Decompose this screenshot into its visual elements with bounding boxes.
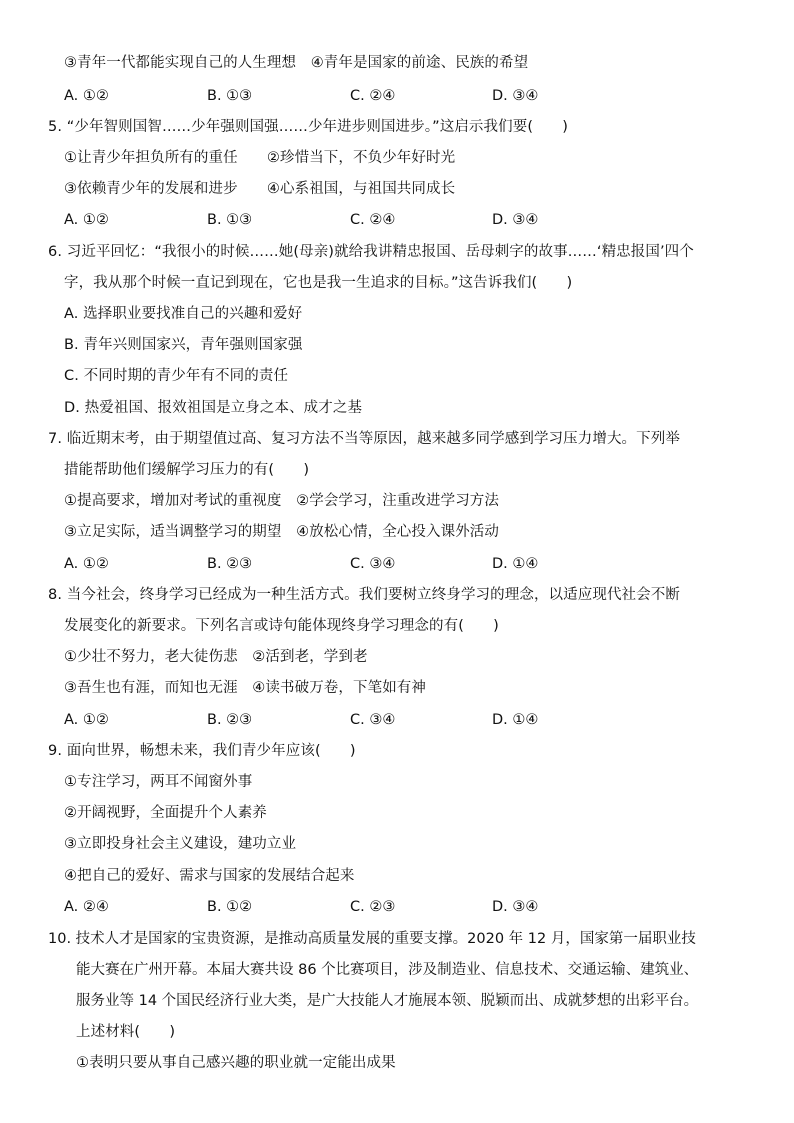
q10-stem-line-3: 服务业等 14 个国民经济行业大类，是广大技能人才施展本领、脱颖而出、成就梦想的出彩平台。 [76,993,699,1009]
q6-stem-line-1: 6. 习近平回忆：“我很小的时候……她(母亲)就给我讲精忠报国、岳母刺字的故事……‘精忠报国’四个 [48,244,694,260]
q7-option-d: D. ①④ [492,556,539,572]
q10-stem-line-4: 上述材料( ) [76,1024,176,1040]
q7-statements-3-4: ③立足实际，适当调整学习的期望 ④放松心情，全心投入课外活动 [64,524,499,540]
q8-stem-line-2: 发展变化的新要求。下列名言或诗句能体现终身学习理念的有( ) [64,618,499,634]
q7-stem-line-2: 措能帮助他们缓解学习压力的有( ) [64,462,310,478]
q5-option-c: C. ②④ [350,212,396,228]
q5-stem: 5. “少年智则国智……少年强则国强……少年进步则国进步。”这启示我们要( ) [48,119,569,135]
q9-statement-1: ①专注学习，两耳不闻窗外事 [64,774,253,790]
q9-option-b: B. ①② [207,899,253,915]
q5-option-b: B. ①③ [207,212,253,228]
q4-statements-3-4: ③青年一代都能实现自己的人生理想 ④青年是国家的前途、民族的希望 [64,55,529,71]
q10-stem-line-1: 10. 技术人才是国家的宝贵资源，是推动高质量发展的重要支撑。2020 年 12 月，国家第一届职业技 [48,931,696,947]
q8-statements-1-2: ①少壮不努力，老大徒伤悲 ②活到老，学到老 [64,649,368,665]
q9-statement-4: ④把自己的爱好、需求与国家的发展结合起来 [64,868,355,884]
q8-option-c: C. ③④ [350,712,396,728]
q10-statement-1: ①表明只要从事自己感兴趣的职业就一定能出成果 [76,1055,396,1071]
q8-option-b: B. ②③ [207,712,253,728]
q5-statements-3-4: ③依赖青少年的发展和进步 ④心系祖国，与祖国共同成长 [64,181,456,197]
q6-stem-line-2: 字，我从那个时候一直记到现在，它也是我一生追求的目标。”这告诉我们( ) [64,275,573,291]
q4-option-d: D. ③④ [492,88,539,104]
q4-option-a: A. ①② [64,88,109,104]
q8-stem-line-1: 8. 当今社会，终身学习已经成为一种生活方式。我们要树立终身学习的理念，以适应现代社会不断 [48,587,680,603]
q7-option-c: C. ③④ [350,556,396,572]
q9-statement-3: ③立即投身社会主义建设，建功立业 [64,836,297,852]
q4-option-b: B. ①③ [207,88,253,104]
q6-option-c: C. 不同时期的青少年有不同的责任 [64,368,289,384]
q7-stem-line-1: 7. 临近期末考，由于期望值过高、复习方法不当等原因，越来越多同学感到学习压力增大。下列举 [48,431,680,447]
q4-option-c: C. ②④ [350,88,396,104]
q7-option-b: B. ②③ [207,556,253,572]
q6-option-b: B. 青年兴则国家兴，青年强则国家强 [64,337,303,353]
q6-option-a: A. 选择职业要找准自己的兴趣和爱好 [64,306,303,322]
q5-option-a: A. ①② [64,212,109,228]
q9-stem: 9. 面向世界，畅想未来，我们青少年应该( ) [48,743,356,759]
q7-statements-1-2: ①提高要求，增加对考试的重视度 ②学会学习，注重改进学习方法 [64,493,499,509]
q9-option-c: C. ②③ [350,899,396,915]
q8-option-a: A. ①② [64,712,109,728]
q5-option-d: D. ③④ [492,212,539,228]
q8-statements-3-4: ③吾生也有涯，而知也无涯 ④读书破万卷，下笔如有神 [64,680,426,696]
q10-stem-line-2: 能大赛在广州开幕。本届大赛共设 86 个比赛项目，涉及制造业、信息技术、交通运输、建筑业、 [76,962,699,978]
q9-statement-2: ②开阔视野，全面提升个人素养 [64,805,267,821]
q9-option-a: A. ②④ [64,899,109,915]
q7-option-a: A. ①② [64,556,109,572]
q9-option-d: D. ③④ [492,899,539,915]
q5-statements-1-2: ①让青少年担负所有的重任 ②珍惜当下，不负少年好时光 [64,150,456,166]
q6-option-d: D. 热爱祖国、报效祖国是立身之本、成才之基 [64,400,363,416]
q8-option-d: D. ①④ [492,712,539,728]
